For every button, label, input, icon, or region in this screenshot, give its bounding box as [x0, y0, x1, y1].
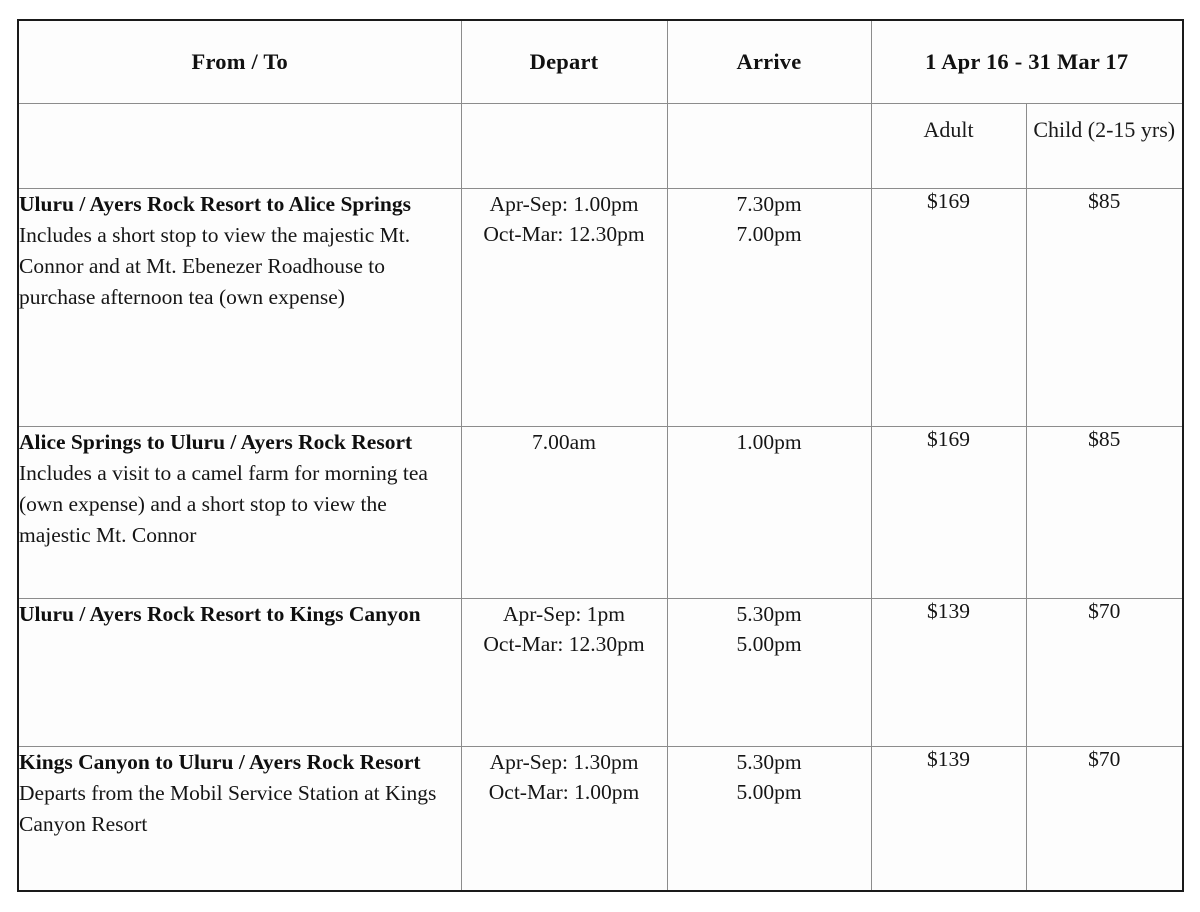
route-title: Kings Canyon to Uluru / Ayers Rock Resort	[19, 749, 421, 774]
header-label-depart: Depart	[529, 48, 599, 74]
child-price: $85	[1088, 188, 1121, 213]
header-cell-adult	[871, 103, 1026, 188]
route-cell	[18, 598, 461, 746]
arrive-cell	[667, 426, 871, 598]
arrive-time-primary: 5.30pm	[736, 601, 802, 626]
header-cell-route	[18, 20, 461, 103]
route-title: Alice Springs to Uluru / Ayers Rock Resort	[19, 429, 413, 454]
fare-schedule-table	[17, 19, 1184, 892]
adult-price-cell	[871, 188, 1026, 426]
header-cell-arrive	[667, 20, 871, 103]
arrive-cell	[667, 188, 871, 426]
arrive-time-primary: 7.30pm	[736, 191, 802, 216]
route-description: Includes a short stop to view the majestic Mt. Connor and at Mt. Ebenezer Roadhouse to purchase afternoon tea (own expense)	[19, 222, 411, 310]
header-cell-arrive-spacer	[667, 103, 871, 188]
child-price: $70	[1088, 598, 1121, 623]
route-description: Includes a visit to a camel farm for morning tea (own expense) and a short stop to view the majestic Mt. Connor	[19, 460, 428, 548]
depart-time-secondary: Oct-Mar: 1.00pm	[488, 780, 640, 805]
route-cell	[18, 188, 461, 426]
header-cell-child	[1026, 103, 1183, 188]
child-price: $70	[1088, 746, 1121, 771]
child-price-cell	[1026, 746, 1183, 891]
adult-price-cell	[871, 598, 1026, 746]
depart-cell	[461, 598, 667, 746]
arrive-time-secondary: 5.00pm	[736, 632, 802, 657]
depart-time-primary: 7.00am	[532, 429, 596, 454]
header-cell-route-spacer	[18, 103, 461, 188]
child-price-cell	[1026, 598, 1183, 746]
table-row	[18, 598, 1183, 746]
depart-time-secondary: Oct-Mar: 12.30pm	[483, 222, 645, 247]
depart-time-primary: Apr-Sep: 1.30pm	[489, 749, 639, 774]
header-label-adult: Adult	[923, 116, 974, 142]
header-cell-fare-period	[871, 20, 1183, 103]
depart-time-secondary: Oct-Mar: 12.30pm	[483, 632, 645, 657]
child-price: $85	[1088, 426, 1121, 451]
depart-time-primary: Apr-Sep: 1.00pm	[489, 191, 639, 216]
header-cell-depart	[461, 20, 667, 103]
adult-price: $139	[927, 598, 970, 623]
route-description: Departs from the Mobil Service Station at Kings Canyon Resort	[19, 780, 437, 836]
depart-cell	[461, 426, 667, 598]
arrive-time-secondary: 5.00pm	[736, 780, 802, 805]
header-label-child-age-range: (2-15 yrs)	[1087, 116, 1176, 142]
header-label-child: Child	[1033, 116, 1083, 142]
route-title: Uluru / Ayers Rock Resort to Alice Springs	[19, 191, 411, 216]
route-cell	[18, 746, 461, 891]
header-label-route: From / To	[191, 48, 288, 74]
arrive-time-primary: 1.00pm	[736, 429, 802, 454]
table-row	[18, 746, 1183, 891]
table-row	[18, 188, 1183, 426]
adult-price: $169	[927, 188, 970, 213]
arrive-time-secondary: 7.00pm	[736, 222, 802, 247]
adult-price-cell	[871, 426, 1026, 598]
adult-price: $169	[927, 426, 970, 451]
depart-time-primary: Apr-Sep: 1pm	[503, 601, 625, 626]
table-header-row-primary	[18, 20, 1183, 103]
adult-price-cell	[871, 746, 1026, 891]
depart-cell	[461, 746, 667, 891]
route-title: Uluru / Ayers Rock Resort to Kings Canyon	[19, 601, 421, 626]
route-cell	[18, 426, 461, 598]
arrive-cell	[667, 598, 871, 746]
adult-price: $139	[927, 746, 970, 771]
child-price-cell	[1026, 426, 1183, 598]
header-label-fare-period: 1 Apr 16 - 31 Mar 17	[925, 48, 1129, 74]
child-price-cell	[1026, 188, 1183, 426]
arrive-cell	[667, 746, 871, 891]
table-row	[18, 426, 1183, 598]
header-label-arrive: Arrive	[736, 48, 802, 74]
depart-cell	[461, 188, 667, 426]
arrive-time-primary: 5.30pm	[736, 749, 802, 774]
table-header-row-secondary	[18, 103, 1183, 188]
header-cell-depart-spacer	[461, 103, 667, 188]
